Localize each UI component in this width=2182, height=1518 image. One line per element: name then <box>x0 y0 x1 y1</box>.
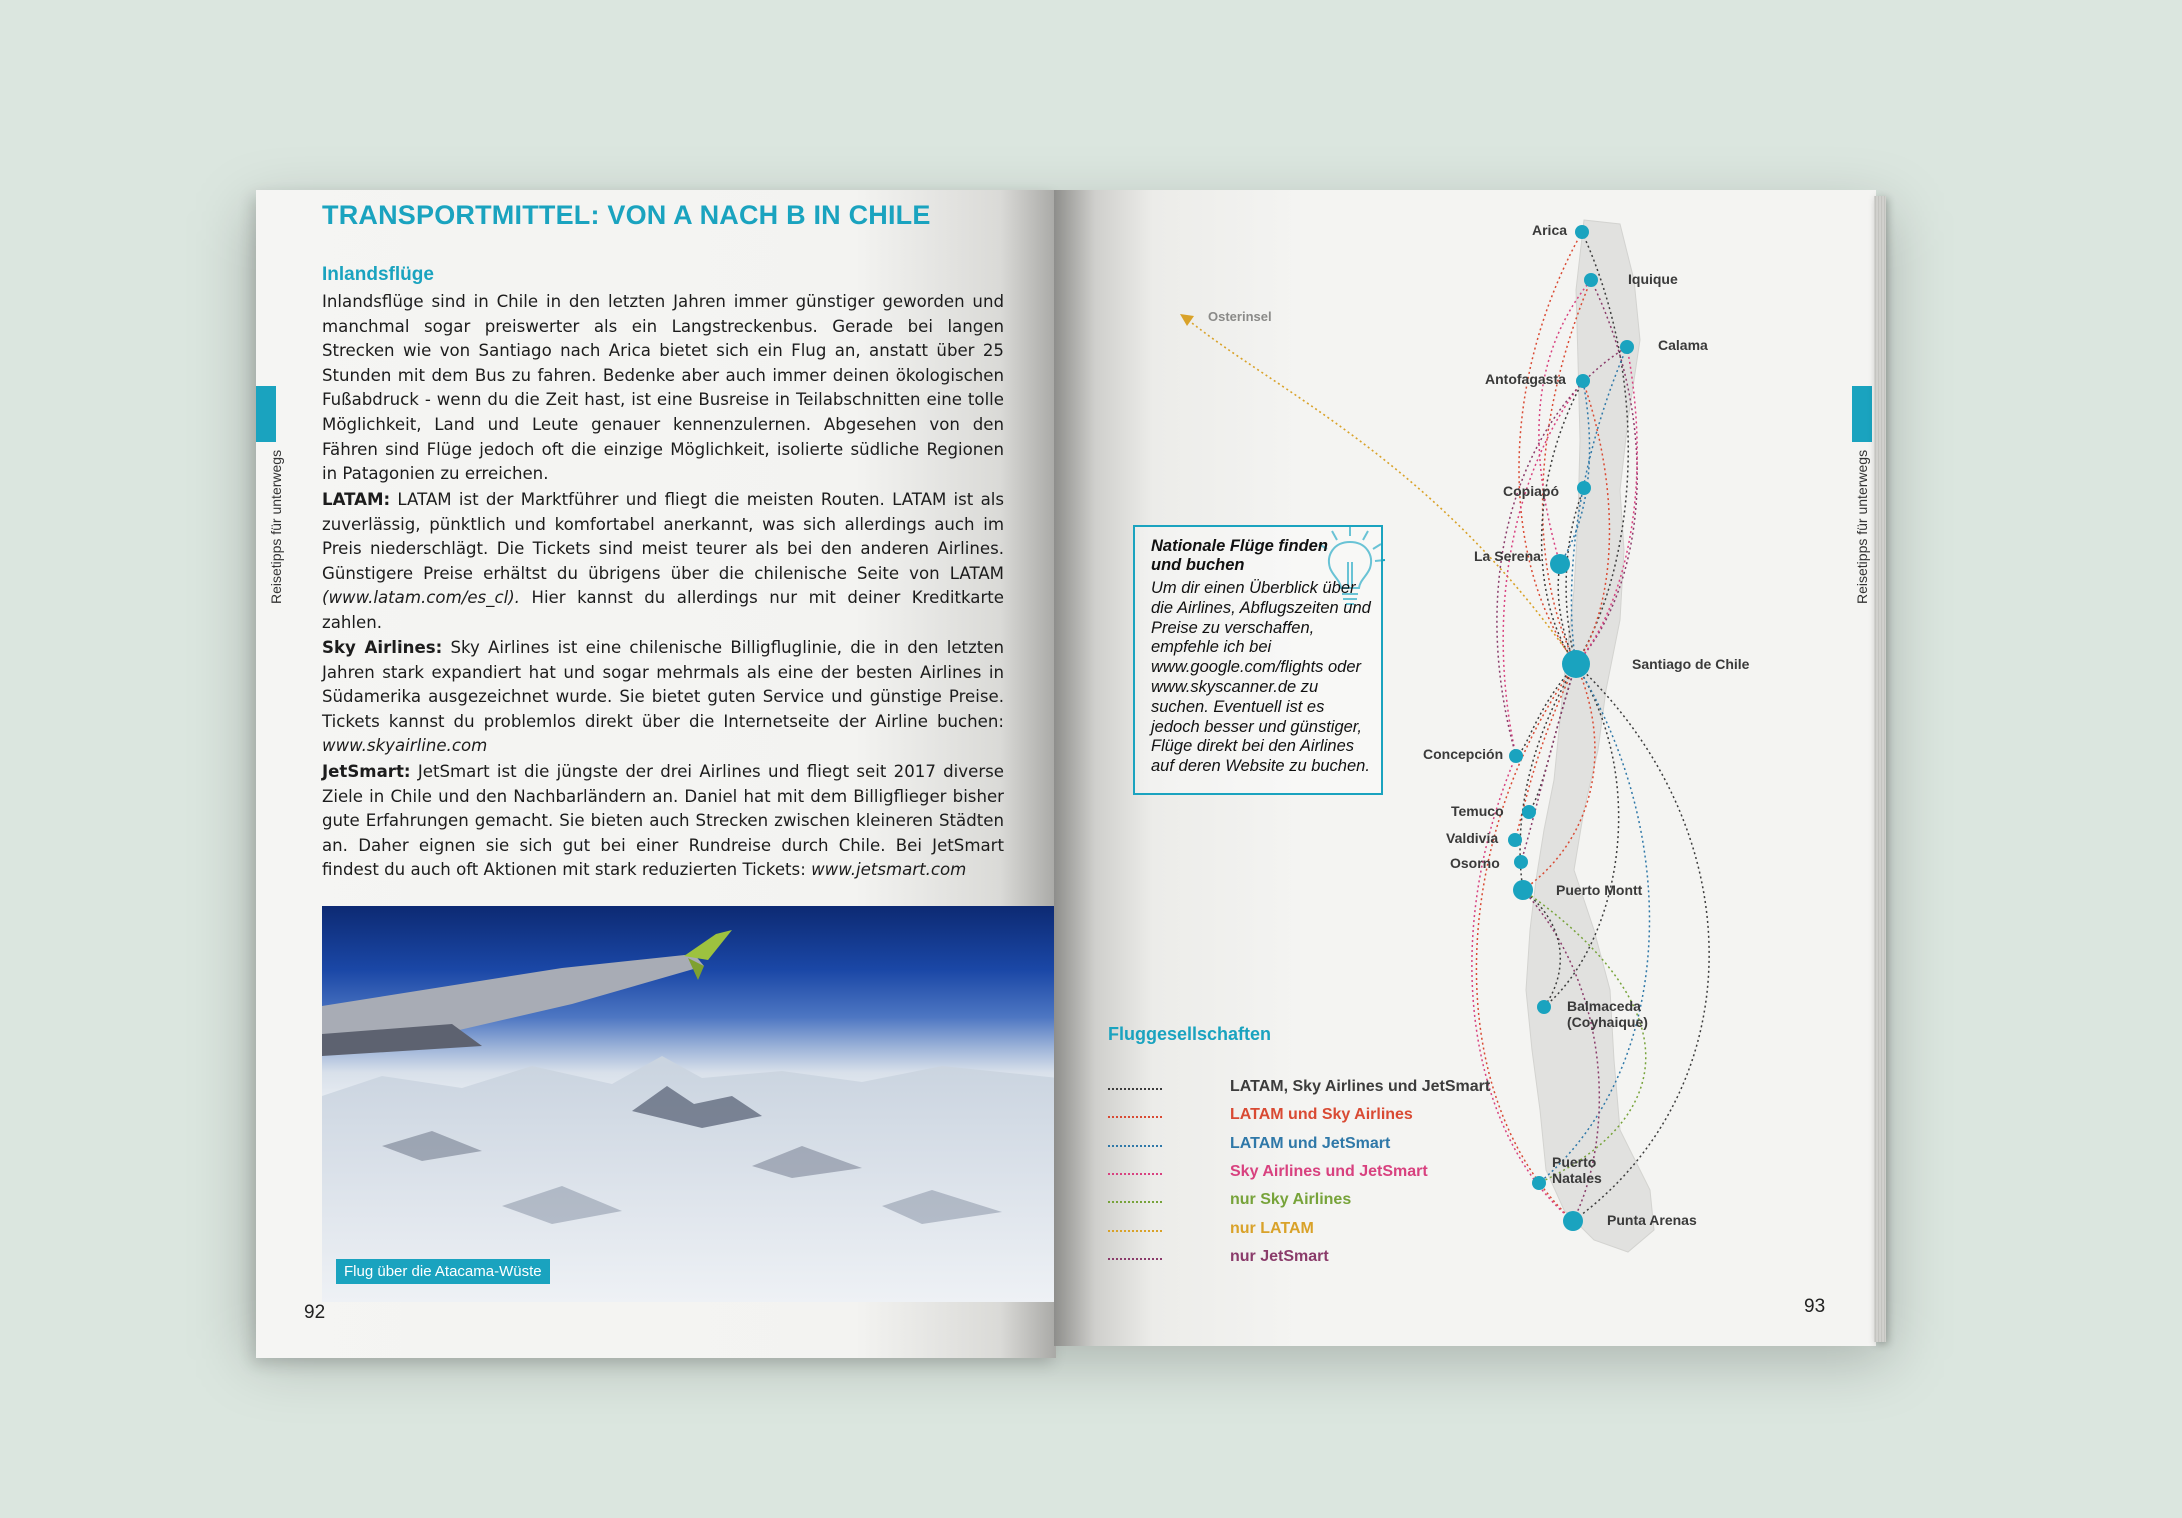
legend-label: nur Sky Airlines <box>1230 1191 1352 1209</box>
chapter-tab-marker <box>256 386 276 442</box>
city-dot-copiapo <box>1577 481 1591 495</box>
tip-text: Um dir einen Überblick über die Airlines, Abflugszeiten und Preise zu verschaffen, empfehle ich bei www.google.com/flights oder www.skyscanner.de zu suchen. Eventuell ist es jedoch besser und günstiger, Flüge direkt bei den Airlines auf deren Website zu buchen. <box>1151 579 1371 776</box>
page-edges <box>1874 196 1886 1342</box>
city-dot-santiago <box>1562 650 1590 678</box>
page-number-right: 93 <box>1804 1296 1826 1317</box>
city-label-antofagasta: Antofagasta <box>1485 371 1566 387</box>
city-dot-valdivia <box>1508 833 1522 847</box>
tip-title: Nationale Flüge finden und buchen <box>1151 537 1328 574</box>
city-dot-balmaceda <box>1537 1000 1551 1014</box>
city-label-iquique: Iquique <box>1628 271 1678 287</box>
sky-url: www.skyairline.com <box>322 736 488 756</box>
legend-line-sample <box>1108 1258 1162 1260</box>
chapter-side-label: Reisetipps für unterwegs <box>268 449 284 604</box>
page-number-left: 92 <box>304 1302 326 1323</box>
city-label-la-serena: La Serena <box>1474 548 1541 564</box>
legend-label: Sky Airlines und JetSmart <box>1230 1162 1428 1180</box>
legend-line-sample <box>1108 1230 1162 1232</box>
city-label-copiapo: Copiapó <box>1503 483 1559 499</box>
tip-box <box>1133 525 1383 795</box>
city-label-arica: Arica <box>1532 222 1568 238</box>
city-label-valdivia: Valdivia <box>1446 830 1499 846</box>
sky-text: Sky Airlines ist eine chilenische Billigfluglinie, die in den letzten Jahren stark expandiert hat und sogar mehrmals als eine der besten Airlines in Südamerika ausgezeichnet wurde. Sie bietet guten Service und günstige Preise. Tickets kannst du problemlos direkt über die Internetseite der Airline buchen: <box>322 638 1004 731</box>
legend-line-sample <box>1108 1088 1162 1090</box>
legend-line-sample <box>1108 1145 1162 1147</box>
legend-line-sample <box>1108 1201 1162 1203</box>
latam-label: LATAM: <box>322 490 391 509</box>
chapter-tab-marker-right <box>1852 386 1872 442</box>
jetsmart-paragraph <box>322 760 1004 883</box>
legend-label: LATAM und Sky Airlines <box>1230 1106 1413 1124</box>
sky-paragraph <box>322 636 1004 759</box>
city-label-temuco: Temuco <box>1451 803 1504 819</box>
page-title: TRANSPORTMITTEL: VON A NACH B IN CHILE <box>322 200 931 230</box>
latam-paragraph <box>322 488 1004 636</box>
chapter-side-label-right: Reisetipps für unterwegs <box>1854 449 1870 604</box>
section-heading: Inlandsflüge <box>322 264 434 285</box>
city-dot-arica <box>1575 225 1589 239</box>
left-page <box>256 190 1056 1358</box>
legend-line-sample <box>1108 1173 1162 1175</box>
airplane-wing-photo <box>322 906 1056 1302</box>
city-label-puerto: Puerto <box>1552 1154 1597 1170</box>
latam-text-2: Hier kannst du allerdings nur mit deiner Kreditkarte zahlen. <box>322 588 1004 632</box>
city-label-punta-arenas: Punta Arenas <box>1607 1212 1697 1228</box>
city-label-puerto-montt: Puerto Montt <box>1556 882 1643 898</box>
legend-label: LATAM und JetSmart <box>1230 1134 1391 1152</box>
city-label-easter-island: Osterinsel <box>1208 309 1272 324</box>
latam-text: LATAM ist der Marktführer und fliegt die meisten Routen. LATAM ist als zuverlässig, pünktlich und komfortabel anerkannt, was sich allerdings auch im Preis niederschlägt. Die Tickets sind meist teurer als bei den anderen Airlines. Günstigere Preise erhältst du übrigens über die chilenische Seite von LATAM <box>322 490 1004 583</box>
city-dot-calama <box>1620 340 1634 354</box>
city-dot-osorno <box>1514 855 1528 869</box>
legend-label: nur LATAM <box>1230 1219 1314 1237</box>
legend-label: nur JetSmart <box>1230 1247 1329 1265</box>
jetsmart-url: www.jetsmart.com <box>811 860 967 880</box>
city-dot-temuco <box>1522 805 1536 819</box>
city-dot-puerto-montt <box>1513 880 1533 900</box>
city-dot-iquique <box>1584 273 1598 287</box>
city-label-calama: Calama <box>1658 337 1708 353</box>
latam-url: (www.latam.com/es_cl). <box>322 588 520 608</box>
jetsmart-label: JetSmart: <box>322 762 411 781</box>
legend-line-sample <box>1108 1116 1162 1118</box>
legend-title: Fluggesellschaften <box>1108 1024 1272 1044</box>
city-label-natales: Natales <box>1552 1170 1602 1186</box>
city-label-balmaceda: Balmaceda <box>1567 998 1641 1014</box>
city-dot-la-serena <box>1550 554 1570 574</box>
photo-caption: Flug über die Atacama-Wüste <box>336 1259 550 1284</box>
right-page <box>1054 190 1876 1346</box>
city-dot-concepcion <box>1509 749 1523 763</box>
photo-illustration <box>322 906 1056 1302</box>
jetsmart-text: JetSmart ist die jüngste der drei Airlines und fliegt seit 2017 diverse Ziele in Chile und den Nachbarländern an. Daniel hat mit dem Billigflieger bisher gute Erfahrungen gemacht. Sie bieten auch Strecken zwischen kleineren Städten an. Daher eignen sie sich gut bei einer Rundreise durch Chile. Bei JetSmart findest du auch oft Aktionen mit stark reduzierten Tickets: <box>322 762 1004 880</box>
sky-label: Sky Airlines: <box>322 638 443 657</box>
intro-paragraph: Inlandsflüge sind in Chile in den letzten Jahren immer günstiger geworden und manchmal sogar preiswerter als ein Langstreckenbus. Gerade bei langen Strecken wie von Santiago nach Arica bietet sich ein Flug an, anstatt über 25 Stunden mit dem Bus zu fahren. Bedenke aber auch immer deinen ökologischen Fußabdruck - wenn du die Zeit hast, ist eine Busreise in Teilabschnitten eine tolle Möglichkeit, Land und Leute genauer kennenzulernen. Abgesehen von den Fähren sind Flüge jedoch oft die einzige Möglichkeit, isolierte südliche Regionen in Patagonien zu erreichen. <box>322 292 1004 484</box>
city-dot-antofagasta <box>1576 374 1590 388</box>
legend-label: LATAM, Sky Airlines und JetSmart <box>1230 1078 1491 1095</box>
city-label-concepcion: Concepción <box>1423 746 1504 762</box>
city-dot-punta-arenas <box>1563 1211 1583 1231</box>
easter-island-arrowhead <box>1180 314 1194 326</box>
city-label-osorno: Osorno <box>1450 855 1500 871</box>
city-label-santiago: Santiago de Chile <box>1632 656 1750 672</box>
city-dot-puerto-natales <box>1532 1176 1546 1190</box>
city-label-coyhaique: (Coyhaique) <box>1567 1014 1648 1030</box>
